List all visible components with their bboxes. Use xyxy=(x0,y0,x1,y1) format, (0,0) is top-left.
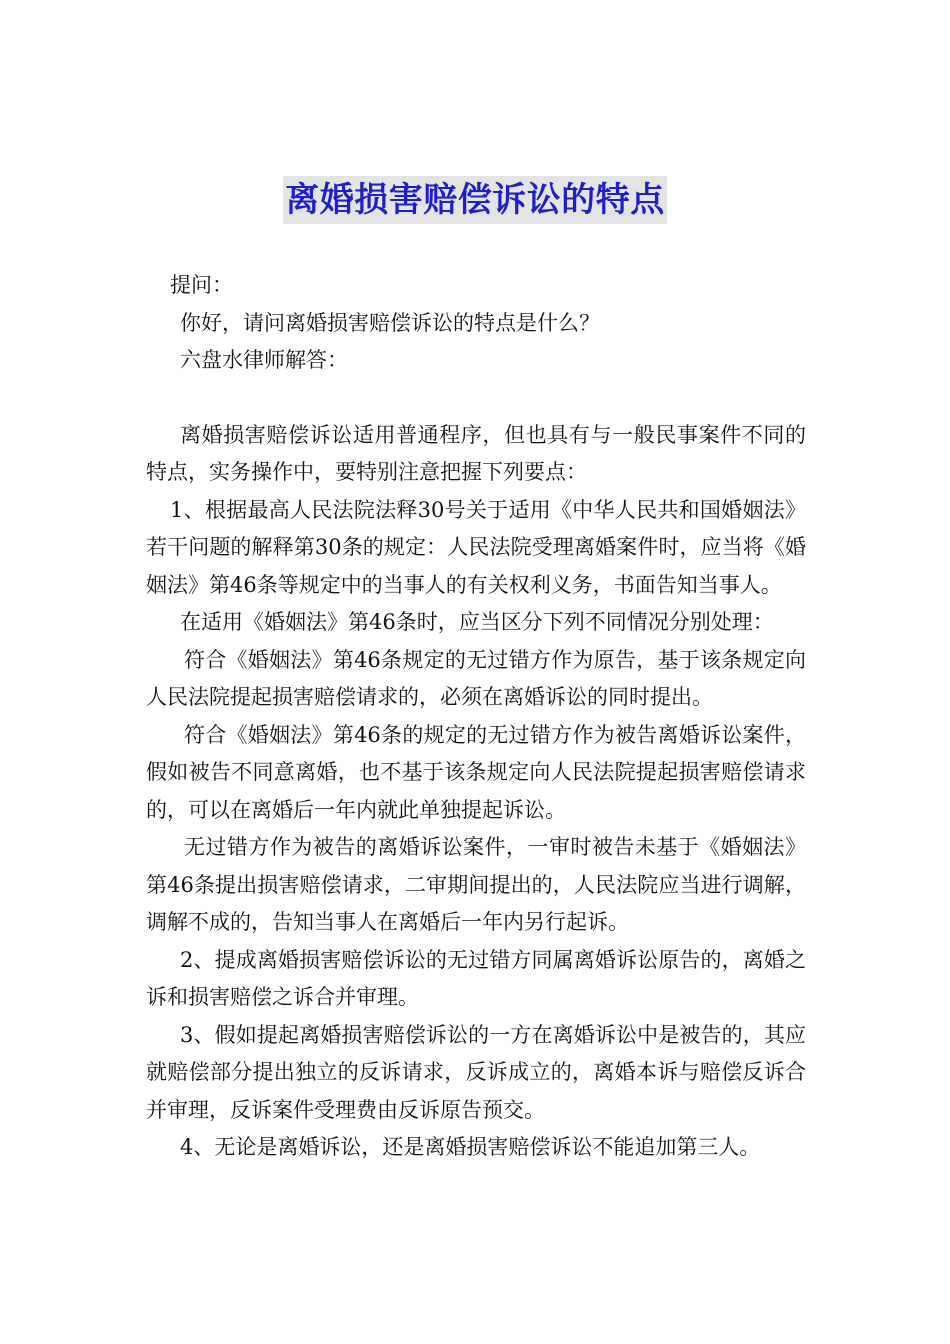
paragraph-case-3: 无过错方作为被告的离婚诉讼案件，一审时被告未基于《婚姻法》第46条提出损害赔偿请求，二审期间提出的，人民法院应当进行调解，调解不成的，告知当事人在离婚后一年内另行起诉。 xyxy=(146,835,806,934)
document-title: 离婚损害赔偿诉讼的特点 xyxy=(283,176,667,224)
paragraph-case-1: 符合《婚姻法》第46条规定的无过错方作为原告，基于该条规定向人民法院提起损害赔偿请求的，必须在离婚诉讼的同时提出。 xyxy=(146,647,806,709)
paragraph-point-2: 2、提成离婚损害赔偿诉讼的无过错方同属离婚诉讼原告的，离婚之诉和损害赔偿之诉合并审理。 xyxy=(146,947,806,1009)
answer-label: 六盘水律师解答： xyxy=(180,348,348,372)
paragraph-point-1: 1、根据最高人民法院法释30号关于适用《中华人民共和国婚姻法》若干问题的解释第30条的规定：人民法院受理离婚案件时，应当将《婚姻法》第46条等规定中的当事人的有关权利义务，书面告知当事人。 xyxy=(146,497,806,597)
spacer xyxy=(146,380,806,417)
title-block xyxy=(0,176,950,224)
paragraph-intro: 离婚损害赔偿诉讼适用普通程序，但也具有与一般民事案件不同的特点，实务操作中，要特别注意把握下列要点： xyxy=(146,422,806,484)
paragraph-point-4: 4、无论是离婚诉讼，还是离婚损害赔偿诉讼不能追加第三人。 xyxy=(180,1135,761,1159)
question-label: 提问： xyxy=(170,273,233,297)
question-text: 你好，请问离婚损害赔偿诉讼的特点是什么？ xyxy=(180,310,600,335)
document-body xyxy=(146,267,806,1167)
paragraph-case-2: 符合《婚姻法》第46条的规定的无过错方作为被告离婚诉讼案件，假如被告不同意离婚，也不基于该条规定向人民法院提起损害赔偿请求的，可以在离婚后一年内就此单独提起诉讼。 xyxy=(146,722,806,822)
paragraph-point-3: 3、假如提起离婚损害赔偿诉讼的一方在离婚诉讼中是被告的，其应就赔偿部分提出独立的反诉请求，反诉成立的，离婚本诉与赔偿反诉合并审理，反诉案件受理费由反诉原告预交。 xyxy=(146,1022,806,1122)
paragraph-case-intro: 在适用《婚姻法》第46条时，应当区分下列不同情况分别处理： xyxy=(180,610,774,634)
